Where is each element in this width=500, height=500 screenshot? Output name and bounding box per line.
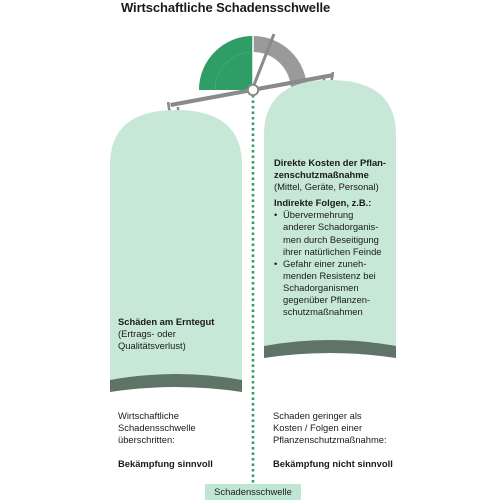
right-vessel-heading-2: Indirekte Folgen, z.B.: [274,197,372,209]
left-caption-line: überschritten: [118,434,175,446]
left-caption-line: Schadensschwelle [118,422,196,434]
left-vessel-heading: Schäden am Erntegut [118,316,215,327]
left-caption-line: Wirtschaftliche [118,410,179,421]
right-caption-line: Pflanzenschutzmaßnahme: [273,434,387,446]
list-item: • Übervermehrung anderer Schadorganis- men durch Beseitigung ihrer natürlichen Feinde [274,209,394,257]
left-vessel-sub-line: Qualitätsverlust) [118,340,186,352]
list-item: • Gefahr einer zuneh- menden Resistenz bei Schadorganismen gegenüber Pflanzen- schutzmaßnahmen [274,258,394,318]
page-title: Wirtschaftliche Schadensschwelle [121,0,331,15]
left-vessel-text [118,316,214,352]
left-caption [118,410,213,470]
right-vessel-heading-line: Direkte Kosten der Pflan- [274,157,387,168]
right-caption [273,410,393,470]
right-vessel-text [274,157,394,318]
right-caption-line: Kosten / Folgen einer [273,422,363,434]
threshold-label: Schadensschwelle [205,484,301,500]
left-vessel-sub-line: (Ertrags- oder [118,328,176,340]
scale-pivot [248,85,258,95]
right-caption-line: Schaden geringer als [273,410,362,421]
right-vessel-sub: (Mittel, Geräte, Personal) [274,181,379,193]
right-caption-result: Bekämpfung nicht sinnvoll [273,458,393,470]
consequence-list [274,209,394,318]
left-caption-result: Bekämpfung sinnvoll [118,458,213,470]
right-vessel-heading-line: zenschutzmaßnahme [274,169,369,181]
